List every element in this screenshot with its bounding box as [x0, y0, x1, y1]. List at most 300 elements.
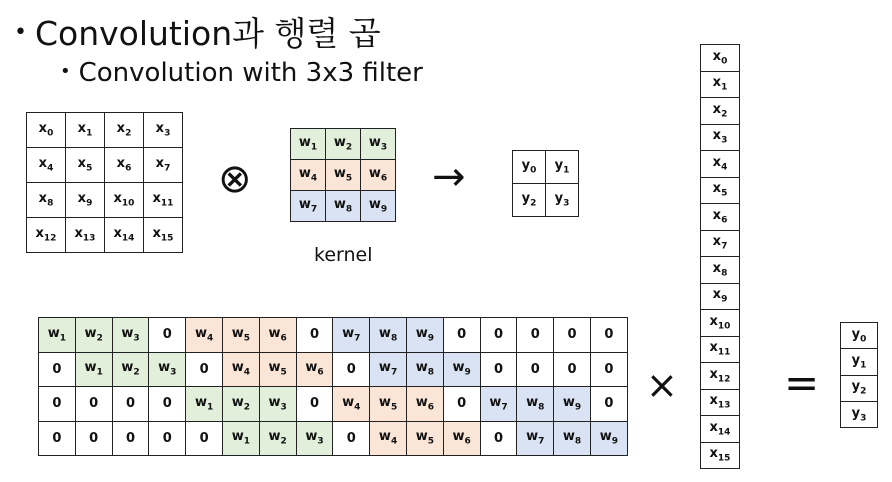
matrix-cell — [222, 352, 259, 387]
cell-symbol: w — [368, 135, 381, 151]
grid-row — [701, 71, 740, 98]
matrix-cell — [443, 421, 480, 456]
cell-subscript: 10 — [121, 198, 135, 209]
cell-symbol: w — [333, 166, 346, 182]
input-grid — [26, 112, 183, 253]
matrix-cell — [296, 352, 333, 387]
matrix-cell: 0 — [443, 318, 480, 353]
cell-subscript: 2 — [133, 368, 140, 379]
cell-symbol: x — [712, 234, 722, 250]
matrix-cell — [406, 352, 443, 387]
input-vector-cell — [701, 283, 740, 310]
kernel-cell — [291, 191, 326, 222]
matrix-cell — [259, 421, 296, 456]
cell-symbol: x — [77, 121, 87, 137]
cell-symbol: w — [378, 325, 391, 341]
cell-subscript: 1 — [860, 360, 867, 371]
cell-subscript: 0 — [721, 56, 728, 67]
cell-symbol: w — [526, 429, 539, 445]
cell-subscript: 12 — [717, 374, 731, 385]
cell-subscript: 9 — [86, 198, 93, 209]
cell-symbol: x — [712, 287, 722, 303]
kernel-cell — [291, 160, 326, 191]
cell-symbol: w — [298, 197, 311, 213]
cell-subscript: 9 — [574, 402, 582, 413]
equals-operator: = — [784, 358, 820, 407]
input-cell — [66, 218, 105, 253]
grid-row — [513, 184, 579, 217]
cell-symbol: w — [378, 429, 391, 445]
input-vector-cell — [701, 98, 740, 125]
cell-subscript: 0 — [47, 128, 54, 139]
cell-subscript: 4 — [390, 437, 398, 448]
cell-symbol: x — [712, 48, 722, 64]
kernel-cell — [361, 191, 396, 222]
input-cell — [144, 148, 183, 183]
slide-title-text: Convolution과 행렬 곱 — [34, 14, 381, 53]
input-vector-cell — [701, 336, 740, 363]
cell-subscript: 3 — [164, 128, 171, 139]
kernel-cell — [291, 129, 326, 160]
grid-row — [39, 318, 628, 353]
cell-symbol: w — [231, 360, 244, 376]
cell-symbol: y — [554, 158, 564, 174]
cell-subscript: 7 — [164, 163, 171, 174]
input-cell — [27, 113, 66, 148]
cell-subscript: 9 — [611, 437, 618, 448]
output-vector-cell — [841, 375, 878, 401]
cell-subscript: 8 — [427, 368, 434, 379]
cell-subscript: 9 — [464, 368, 471, 379]
cell-subscript: 15 — [160, 233, 174, 244]
grid-row — [701, 230, 740, 257]
grid-row — [701, 363, 740, 390]
input-vector — [700, 44, 740, 469]
cell-symbol: y — [521, 158, 531, 174]
cell-subscript: 8 — [345, 204, 353, 215]
input-vector-cell — [701, 151, 740, 178]
cell-subscript: 4 — [243, 368, 251, 379]
kernel-label: kernel — [314, 244, 373, 266]
cell-subscript: 2 — [96, 333, 103, 344]
input-cell — [66, 148, 105, 183]
matrix-cell — [75, 352, 112, 387]
matrix-cell: 0 — [554, 352, 591, 387]
output-vector-cell — [841, 323, 878, 349]
cell-subscript: 6 — [280, 333, 287, 344]
cell-symbol: w — [562, 394, 575, 410]
matrix-cell: 0 — [39, 352, 76, 387]
input-vector-cell — [701, 257, 740, 284]
cell-subscript: 1 — [59, 333, 67, 344]
cell-symbol: x — [712, 128, 722, 144]
cell-symbol: w — [305, 360, 318, 376]
output-cell — [546, 151, 579, 184]
matrix-cell — [554, 387, 591, 422]
matrix-cell — [186, 387, 223, 422]
grid-row — [841, 349, 878, 375]
cell-subscript: 7 — [390, 368, 398, 379]
matrix-cell — [370, 318, 407, 353]
cell-symbol: w — [333, 135, 346, 151]
cell-symbol: w — [194, 394, 207, 410]
cell-symbol: w — [415, 429, 428, 445]
input-vector-cell — [701, 363, 740, 390]
cell-symbol: y — [851, 379, 861, 395]
cell-symbol: w — [268, 429, 281, 445]
matrix-cell: 0 — [517, 318, 554, 353]
kernel-cell — [361, 129, 396, 160]
cell-subscript: 6 — [464, 437, 471, 448]
cell-symbol: x — [155, 156, 165, 172]
cell-subscript: 2 — [243, 402, 251, 413]
cell-subscript: 3 — [380, 142, 388, 153]
cell-subscript: 8 — [574, 437, 582, 448]
cell-subscript: 1 — [243, 437, 251, 448]
grid-row — [291, 129, 396, 160]
cell-subscript: 14 — [717, 427, 731, 438]
cell-symbol: w — [158, 360, 171, 376]
cell-symbol: x — [709, 446, 718, 462]
matrix-cell — [370, 421, 407, 456]
matrix-cell: 0 — [590, 318, 627, 353]
cell-symbol: w — [368, 197, 381, 213]
cell-symbol: x — [709, 366, 718, 382]
cell-symbol: w — [268, 325, 281, 341]
cell-symbol: w — [368, 166, 381, 182]
cell-symbol: y — [851, 353, 861, 369]
cell-subscript: 6 — [317, 368, 324, 379]
cell-subscript: 4 — [310, 173, 318, 184]
input-cell — [144, 183, 183, 218]
matrix-cell: 0 — [554, 318, 591, 353]
grid-row — [701, 283, 740, 310]
cell-subscript: 8 — [721, 268, 728, 279]
input-vector-cell — [701, 124, 740, 151]
matrix-cell — [590, 421, 627, 456]
matrix-cell: 0 — [75, 421, 112, 456]
matrix-cell: 0 — [590, 352, 627, 387]
grid-row — [841, 375, 878, 401]
cell-symbol: w — [231, 429, 244, 445]
cell-subscript: 1 — [563, 165, 570, 176]
output-cell — [513, 184, 546, 217]
cell-symbol: x — [709, 313, 718, 329]
matrix-cell — [222, 387, 259, 422]
grid-row — [701, 336, 740, 363]
cell-symbol: w — [333, 197, 346, 213]
matrix-cell — [443, 352, 480, 387]
slide-subtitle-text: Convolution with 3x3 filter — [78, 58, 423, 88]
input-vector-cell — [701, 45, 740, 72]
cell-symbol: w — [415, 325, 428, 341]
cell-symbol: w — [84, 325, 97, 341]
cell-symbol: x — [77, 191, 87, 207]
output-cell — [513, 151, 546, 184]
cell-symbol: w — [342, 325, 355, 341]
grid-row — [27, 218, 183, 253]
cell-symbol: w — [305, 429, 318, 445]
cell-symbol: w — [231, 325, 244, 341]
matrix-cell — [370, 352, 407, 387]
matrix-cell — [554, 421, 591, 456]
cell-subscript: 4 — [354, 402, 361, 413]
cell-subscript: 3 — [317, 437, 324, 448]
cell-subscript: 5 — [345, 173, 353, 184]
matrix-cell: 0 — [296, 318, 333, 353]
grid-row — [291, 160, 396, 191]
cell-subscript: 5 — [243, 333, 251, 344]
cell-symbol: x — [113, 191, 122, 207]
cell-symbol: y — [851, 326, 861, 342]
cell-subscript: 0 — [860, 334, 867, 345]
matrix-cell: 0 — [149, 387, 186, 422]
kernel-cell — [326, 191, 361, 222]
output-vector-cell — [841, 401, 878, 427]
input-cell — [66, 183, 105, 218]
matrix-cell: 0 — [517, 352, 554, 387]
matrix-cell — [406, 387, 443, 422]
input-cell — [27, 183, 66, 218]
cell-symbol: w — [194, 325, 207, 341]
arrow-operator: → — [432, 154, 466, 200]
cell-subscript: 13 — [717, 401, 731, 412]
matrix-cell — [112, 352, 149, 387]
cell-subscript: 7 — [538, 437, 545, 448]
cell-symbol: w — [342, 394, 355, 410]
cell-symbol: x — [709, 340, 718, 356]
cell-symbol: x — [116, 156, 126, 172]
cell-symbol: w — [231, 394, 244, 410]
cell-subscript: 4 — [206, 333, 214, 344]
input-cell — [105, 183, 144, 218]
grid-row — [841, 323, 878, 349]
matrix-cell: 0 — [112, 421, 149, 456]
convolution-operator: ⊗ — [218, 156, 252, 202]
cell-subscript: 2 — [280, 437, 287, 448]
cell-subscript: 12 — [43, 233, 57, 244]
matrix-cell — [259, 352, 296, 387]
cell-subscript: 10 — [717, 321, 731, 332]
matrix-cell — [149, 352, 186, 387]
cell-symbol: x — [712, 207, 722, 223]
output-cell — [546, 184, 579, 217]
cell-subscript: 6 — [380, 173, 388, 184]
grid-row — [513, 151, 579, 184]
matrix-cell — [296, 421, 333, 456]
input-cell — [144, 218, 183, 253]
grid-row — [27, 148, 183, 183]
input-vector-cell — [701, 389, 740, 416]
cell-subscript: 4 — [47, 163, 54, 174]
grid-row — [39, 421, 628, 456]
cell-subscript: 5 — [280, 368, 287, 379]
grid-row — [701, 389, 740, 416]
cell-subscript: 5 — [427, 437, 434, 448]
cell-subscript: 6 — [721, 215, 728, 226]
grid-row — [701, 416, 740, 443]
output-vector — [840, 322, 878, 428]
matrix-cell: 0 — [590, 387, 627, 422]
matrix-cell — [333, 387, 370, 422]
cell-symbol: x — [38, 121, 48, 137]
cell-symbol: x — [712, 75, 722, 91]
matrix-cell — [222, 421, 259, 456]
cell-subscript: 3 — [860, 413, 867, 424]
input-vector-cell — [701, 310, 740, 337]
kernel-cell — [326, 160, 361, 191]
matrix-cell — [222, 318, 259, 353]
matrix-cell — [39, 318, 76, 353]
matrix-cell — [333, 318, 370, 353]
kernel-grid — [290, 128, 396, 222]
cell-symbol: w — [298, 135, 311, 151]
cell-symbol: x — [38, 191, 48, 207]
input-vector-cell — [701, 177, 740, 204]
cell-symbol: x — [38, 156, 48, 172]
cell-symbol: w — [415, 360, 428, 376]
input-vector-cell — [701, 442, 740, 469]
cell-symbol: w — [47, 325, 60, 341]
cell-subscript: 5 — [86, 163, 93, 174]
input-cell — [144, 113, 183, 148]
cell-symbol: x — [712, 181, 722, 197]
cell-symbol: w — [599, 429, 612, 445]
cell-subscript: 5 — [390, 402, 398, 413]
matrix-cell: 0 — [39, 387, 76, 422]
matrix-cell — [75, 318, 112, 353]
grid-row — [841, 401, 878, 427]
cell-symbol: y — [851, 405, 861, 421]
grid-row — [701, 151, 740, 178]
input-vector-cell — [701, 204, 740, 231]
cell-subscript: 4 — [721, 162, 728, 173]
cell-symbol: w — [452, 360, 465, 376]
cell-symbol: x — [113, 226, 122, 242]
kernel-cell — [326, 129, 361, 160]
cell-subscript: 0 — [530, 165, 537, 176]
input-cell — [27, 148, 66, 183]
matrix-cell: 0 — [186, 352, 223, 387]
grid-row — [701, 310, 740, 337]
cell-symbol: x — [712, 154, 722, 170]
cell-subscript: 2 — [860, 387, 867, 398]
input-cell — [105, 148, 144, 183]
cell-subscript: 9 — [427, 333, 434, 344]
cell-subscript: 3 — [170, 368, 177, 379]
cell-symbol: x — [709, 419, 718, 435]
matrix-cell: 0 — [480, 352, 517, 387]
matrix-cell — [259, 318, 296, 353]
input-cell — [27, 218, 66, 253]
matrix-cell — [186, 318, 223, 353]
slide-subtitle — [60, 58, 423, 88]
cell-subscript: 9 — [380, 204, 388, 215]
cell-subscript: 2 — [125, 128, 132, 139]
cell-symbol: w — [489, 394, 502, 410]
grid-row — [701, 257, 740, 284]
matrix-cell — [406, 318, 443, 353]
input-vector-cell — [701, 71, 740, 98]
matrix-cell: 0 — [75, 387, 112, 422]
matrix-cell — [480, 387, 517, 422]
cell-subscript: 5 — [721, 189, 728, 200]
cell-subscript: 3 — [721, 136, 728, 147]
cell-subscript: 1 — [206, 402, 214, 413]
cell-symbol: w — [268, 360, 281, 376]
cell-symbol: w — [84, 360, 97, 376]
cell-subscript: 7 — [501, 402, 508, 413]
cell-subscript: 6 — [125, 163, 132, 174]
cell-symbol: x — [74, 226, 83, 242]
cell-symbol: x — [152, 226, 161, 242]
input-vector-cell — [701, 416, 740, 443]
matrix-cell — [370, 387, 407, 422]
matrix-cell — [517, 387, 554, 422]
cell-subscript: 3 — [280, 402, 287, 413]
cell-subscript: 3 — [133, 333, 140, 344]
grid-row — [39, 352, 628, 387]
cell-subscript: 15 — [717, 454, 731, 465]
grid-row — [27, 113, 183, 148]
times-operator: × — [646, 363, 678, 407]
cell-subscript: 2 — [345, 142, 353, 153]
cell-subscript: 1 — [86, 128, 93, 139]
matrix-cell: 0 — [39, 421, 76, 456]
cell-symbol: x — [709, 393, 718, 409]
cell-subscript: 3 — [563, 198, 570, 209]
output-grid — [512, 150, 579, 217]
matrix-cell — [406, 421, 443, 456]
cell-symbol: x — [35, 226, 44, 242]
cell-symbol: x — [152, 191, 161, 207]
grid-row — [39, 387, 628, 422]
bullet-dot: • — [60, 61, 71, 82]
cell-subscript: 11 — [717, 348, 731, 359]
cell-symbol: w — [298, 166, 311, 182]
output-vector-cell — [841, 349, 878, 375]
grid-row — [701, 204, 740, 231]
matrix-cell — [517, 421, 554, 456]
cell-subscript: 8 — [390, 333, 398, 344]
grid-row — [27, 183, 183, 218]
matrix-cell — [259, 387, 296, 422]
grid-row — [701, 442, 740, 469]
cell-symbol: w — [121, 325, 134, 341]
cell-symbol: x — [155, 121, 165, 137]
cell-symbol: w — [452, 429, 465, 445]
kernel-cell — [361, 160, 396, 191]
input-cell — [105, 218, 144, 253]
cell-subscript: 7 — [354, 333, 361, 344]
matrix-cell: 0 — [333, 421, 370, 456]
matrix-cell: 0 — [443, 387, 480, 422]
matrix-cell — [112, 318, 149, 353]
cell-subscript: 14 — [121, 233, 135, 244]
cell-subscript: 11 — [160, 198, 174, 209]
cell-symbol: x — [712, 101, 722, 117]
matrix-cell: 0 — [480, 318, 517, 353]
cell-symbol: w — [378, 360, 391, 376]
cell-subscript: 2 — [721, 109, 728, 120]
cell-subscript: 1 — [310, 142, 318, 153]
grid-row — [701, 124, 740, 151]
cell-symbol: w — [121, 360, 134, 376]
cell-subscript: 8 — [538, 402, 545, 413]
convolution-matrix — [38, 317, 628, 456]
matrix-cell: 0 — [296, 387, 333, 422]
cell-subscript: 6 — [427, 402, 434, 413]
